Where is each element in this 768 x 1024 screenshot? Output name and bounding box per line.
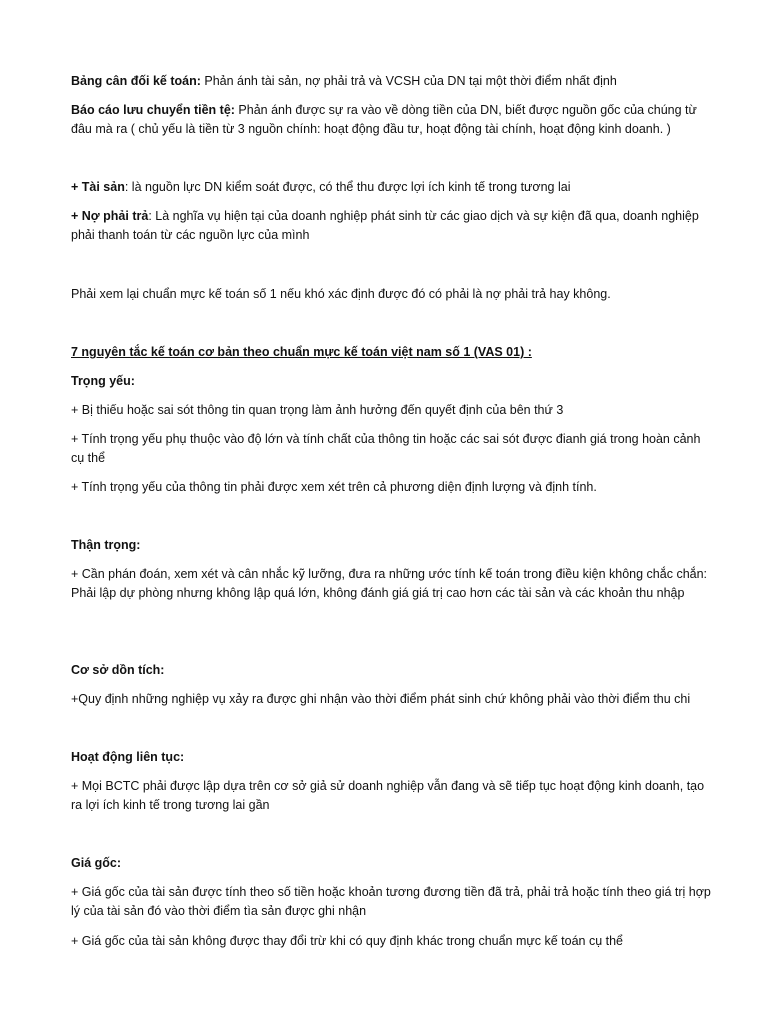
paragraph-cash-flow <box>71 101 711 139</box>
materiality-point-1: + Bị thiếu hoặc sai sót thông tin quan trọng làm ảnh hưởng đến quyết định của bên thứ 3 <box>71 403 564 417</box>
materiality-point-2: + Tính trọng yếu phụ thuộc vào độ lớn và tính chất của thông tin hoặc các sai sót được đianh giá trong hoàn cảnh cụ thể <box>71 432 701 465</box>
section-title-materiality: Trọng yếu: <box>71 374 135 388</box>
accrual-point-1: +Quy định những nghiệp vụ xảy ra được ghi nhận vào thời điểm phát sinh chứ không phải vào thời điểm thu chi <box>71 692 691 706</box>
paragraph-assets <box>71 178 711 197</box>
paragraph-balance-sheet <box>71 72 711 91</box>
term-assets: + Tài sản <box>71 180 125 194</box>
definition-cash-flow: Phản ánh được sự ra vào về dòng tiền của DN, biết được nguồn gốc của chúng từ đâu mà ra ( chủ yếu là tiền từ 3 nguồn chính: hoạt động đầu tư, hoạt động tài chính, hoạt động kinh doanh. ) <box>71 103 697 136</box>
section-heading-principles: 7 nguyên tắc kế toán cơ bản theo chuẩn mực kế toán việt nam số 1 (VAS 01) : <box>71 345 532 359</box>
historical-cost-point-1: + Giá gốc của tài sản được tính theo số tiền hoặc khoản tương đương tiền đã trả, phải trả hoặc tính theo giá trị hợp lý của tài sản đó vào thời điểm tìa sản được ghi nhận <box>71 885 711 918</box>
definition-assets: : là nguồn lực DN kiểm soát được, có thể thu được lợi ích kinh tế trong tương lai <box>124 180 571 194</box>
term-liabilities: + Nợ phải trả <box>71 209 149 223</box>
term-cash-flow: Báo cáo lưu chuyển tiền tệ: <box>71 103 235 117</box>
paragraph-review-note: Phải xem lại chuẩn mực kế toán số 1 nếu khó xác định được đó có phải là nợ phải trả hay không. <box>71 287 611 301</box>
section-title-going-concern: Hoạt động liên tục: <box>71 750 185 764</box>
section-title-prudence: Thận trọng: <box>71 538 141 552</box>
going-concern-point-1: + Mọi BCTC phải được lập dựa trên cơ sở giả sử doanh nghiệp vẫn đang và sẽ tiếp tục hoạt động kinh doanh, tạo ra lợi ích kinh tế trong tương lai gần <box>71 779 705 812</box>
term-balance-sheet: Bảng cân đối kế toán: <box>71 74 201 88</box>
definition-liabilities: : Là nghĩa vụ hiện tại của doanh nghiệp phát sinh từ các giao dịch và sự kiện đã qua, doanh nghiệp phải thanh toán từ các nguồn lực của mình <box>71 209 699 242</box>
materiality-point-3: + Tính trọng yếu của thông tin phải được xem xét trên cả phương diện định lượng và định tính. <box>71 480 597 494</box>
paragraph-liabilities <box>71 207 711 245</box>
section-title-accrual: Cơ sở dồn tích: <box>71 663 165 677</box>
section-title-historical-cost: Giá gốc: <box>71 856 122 870</box>
definition-balance-sheet: Phản ánh tài sản, nợ phải trả và VCSH của DN tại một thời điểm nhất định <box>200 74 617 88</box>
historical-cost-point-2: + Giá gốc của tài sản không được thay đổi trừ khi có quy định khác trong chuẩn mực kế toán cụ thể <box>71 934 624 948</box>
prudence-point-1: + Cần phán đoán, xem xét và cân nhắc kỹ lưỡng, đưa ra những ước tính kế toán trong điều kiện không chắc chắn: Phải lập dự phòng nhưng không lập quá lớn, không đánh giá giá trị cao hơn các tài sản và các khoản thu nhập <box>71 567 708 600</box>
